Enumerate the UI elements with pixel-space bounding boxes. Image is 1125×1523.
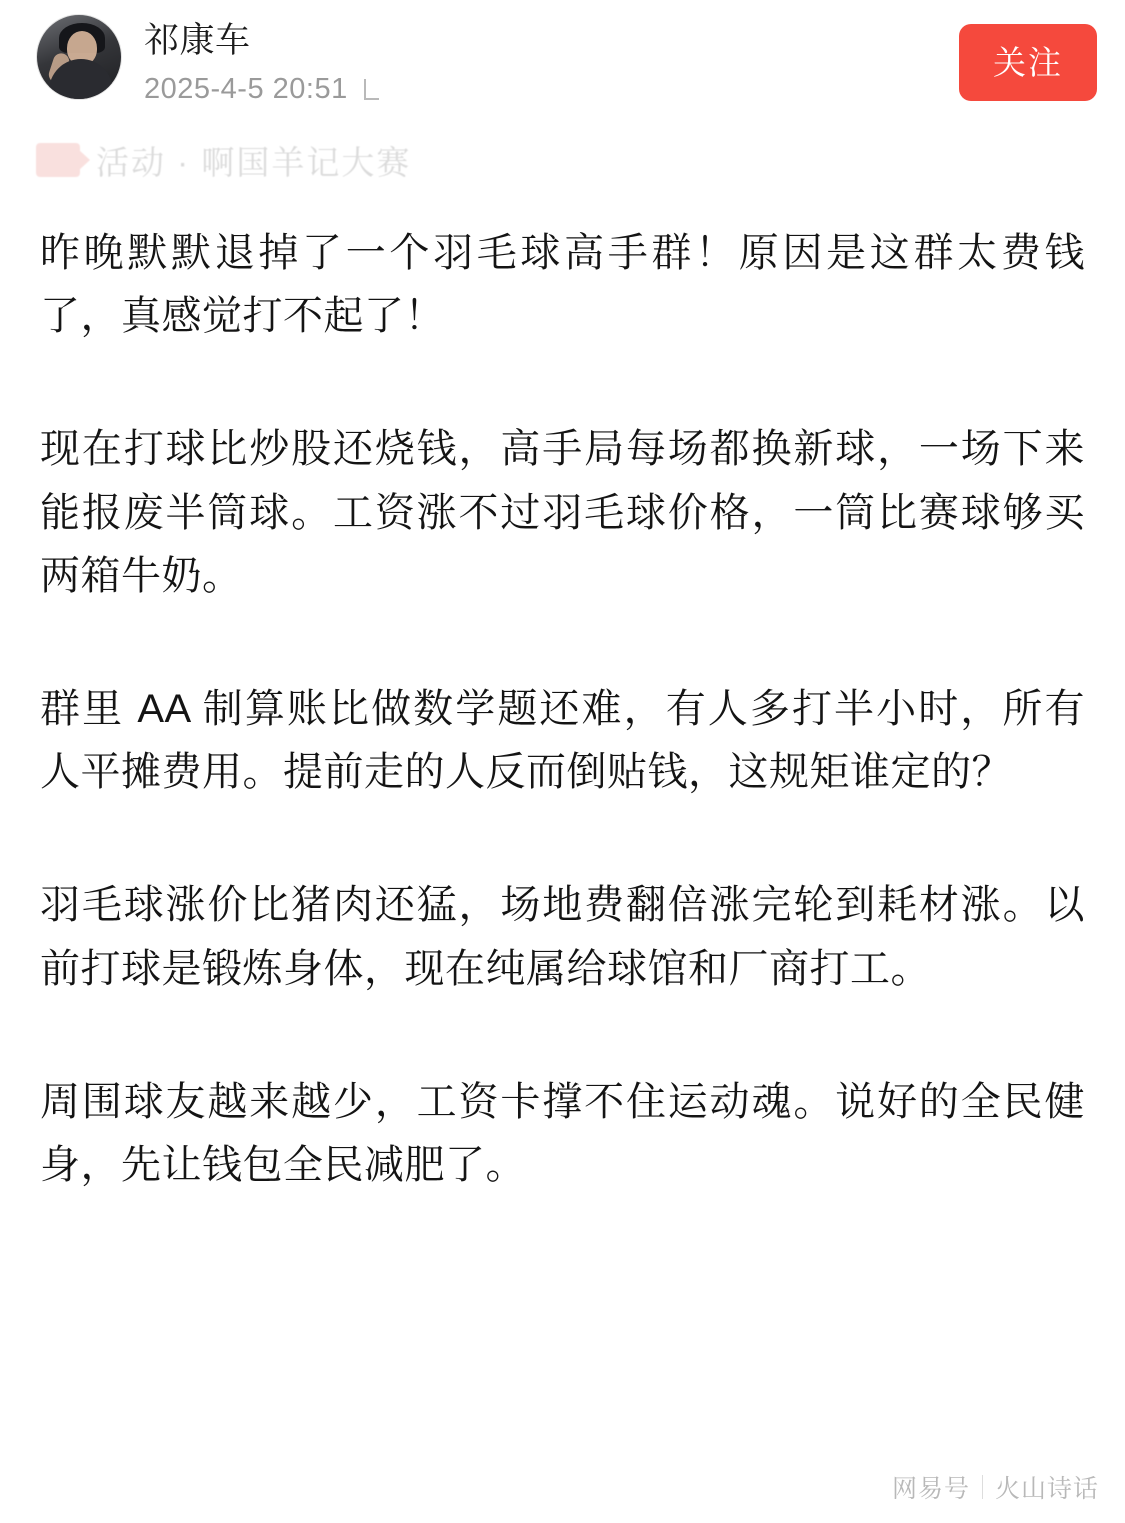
post-paragraph: 昨晚默默退掉了一个羽毛球高手群！原因是这群太费钱了，真感觉打不起了！	[40, 231, 1085, 339]
post-paragraph: 羽毛球涨价比猪肉还猛，场地费翻倍涨完轮到耗材涨。以前打球是锻炼身体，现在纯属给球馆和厂商打工。	[40, 883, 1085, 991]
flag-icon	[36, 143, 80, 177]
watermark-brand: 网易号	[891, 1475, 970, 1503]
crop-corner-icon	[362, 77, 382, 101]
post-meta-line	[144, 72, 959, 106]
post-paragraph: 现在打球比炒股还烧钱，高手局每场都换新球，一场下来能报废半筒球。工资涨不过羽毛球价格，一筒比赛球够买两箱牛奶。	[40, 427, 1085, 598]
post-paragraph: 周围球友越来越少，工资卡撑不住运动魂。说好的全民健身，先让钱包全民减肥了。	[40, 1079, 1085, 1187]
author-meta	[144, 14, 959, 106]
post-timestamp: 2025-4-5 20:51	[144, 73, 348, 105]
watermark-divider	[982, 1475, 983, 1499]
watermark-author: 火山诗话	[994, 1475, 1099, 1503]
author-nickname[interactable]: 祁康车	[144, 21, 251, 60]
watermark	[892, 1469, 1099, 1505]
avatar[interactable]	[36, 14, 122, 100]
post-paragraph: 群里 AA 制算账比做数学题还难，有人多打半小时，所有人平摊费用。提前走的人反而倒贴钱，这规矩谁定的？	[40, 686, 1085, 795]
post-header	[0, 0, 1125, 118]
activity-banner[interactable]	[36, 132, 1125, 188]
follow-button[interactable]: 关注	[959, 24, 1097, 101]
post-body	[0, 188, 1125, 1197]
activity-banner-label: 活动 · 啊国羊记大赛	[96, 143, 412, 181]
